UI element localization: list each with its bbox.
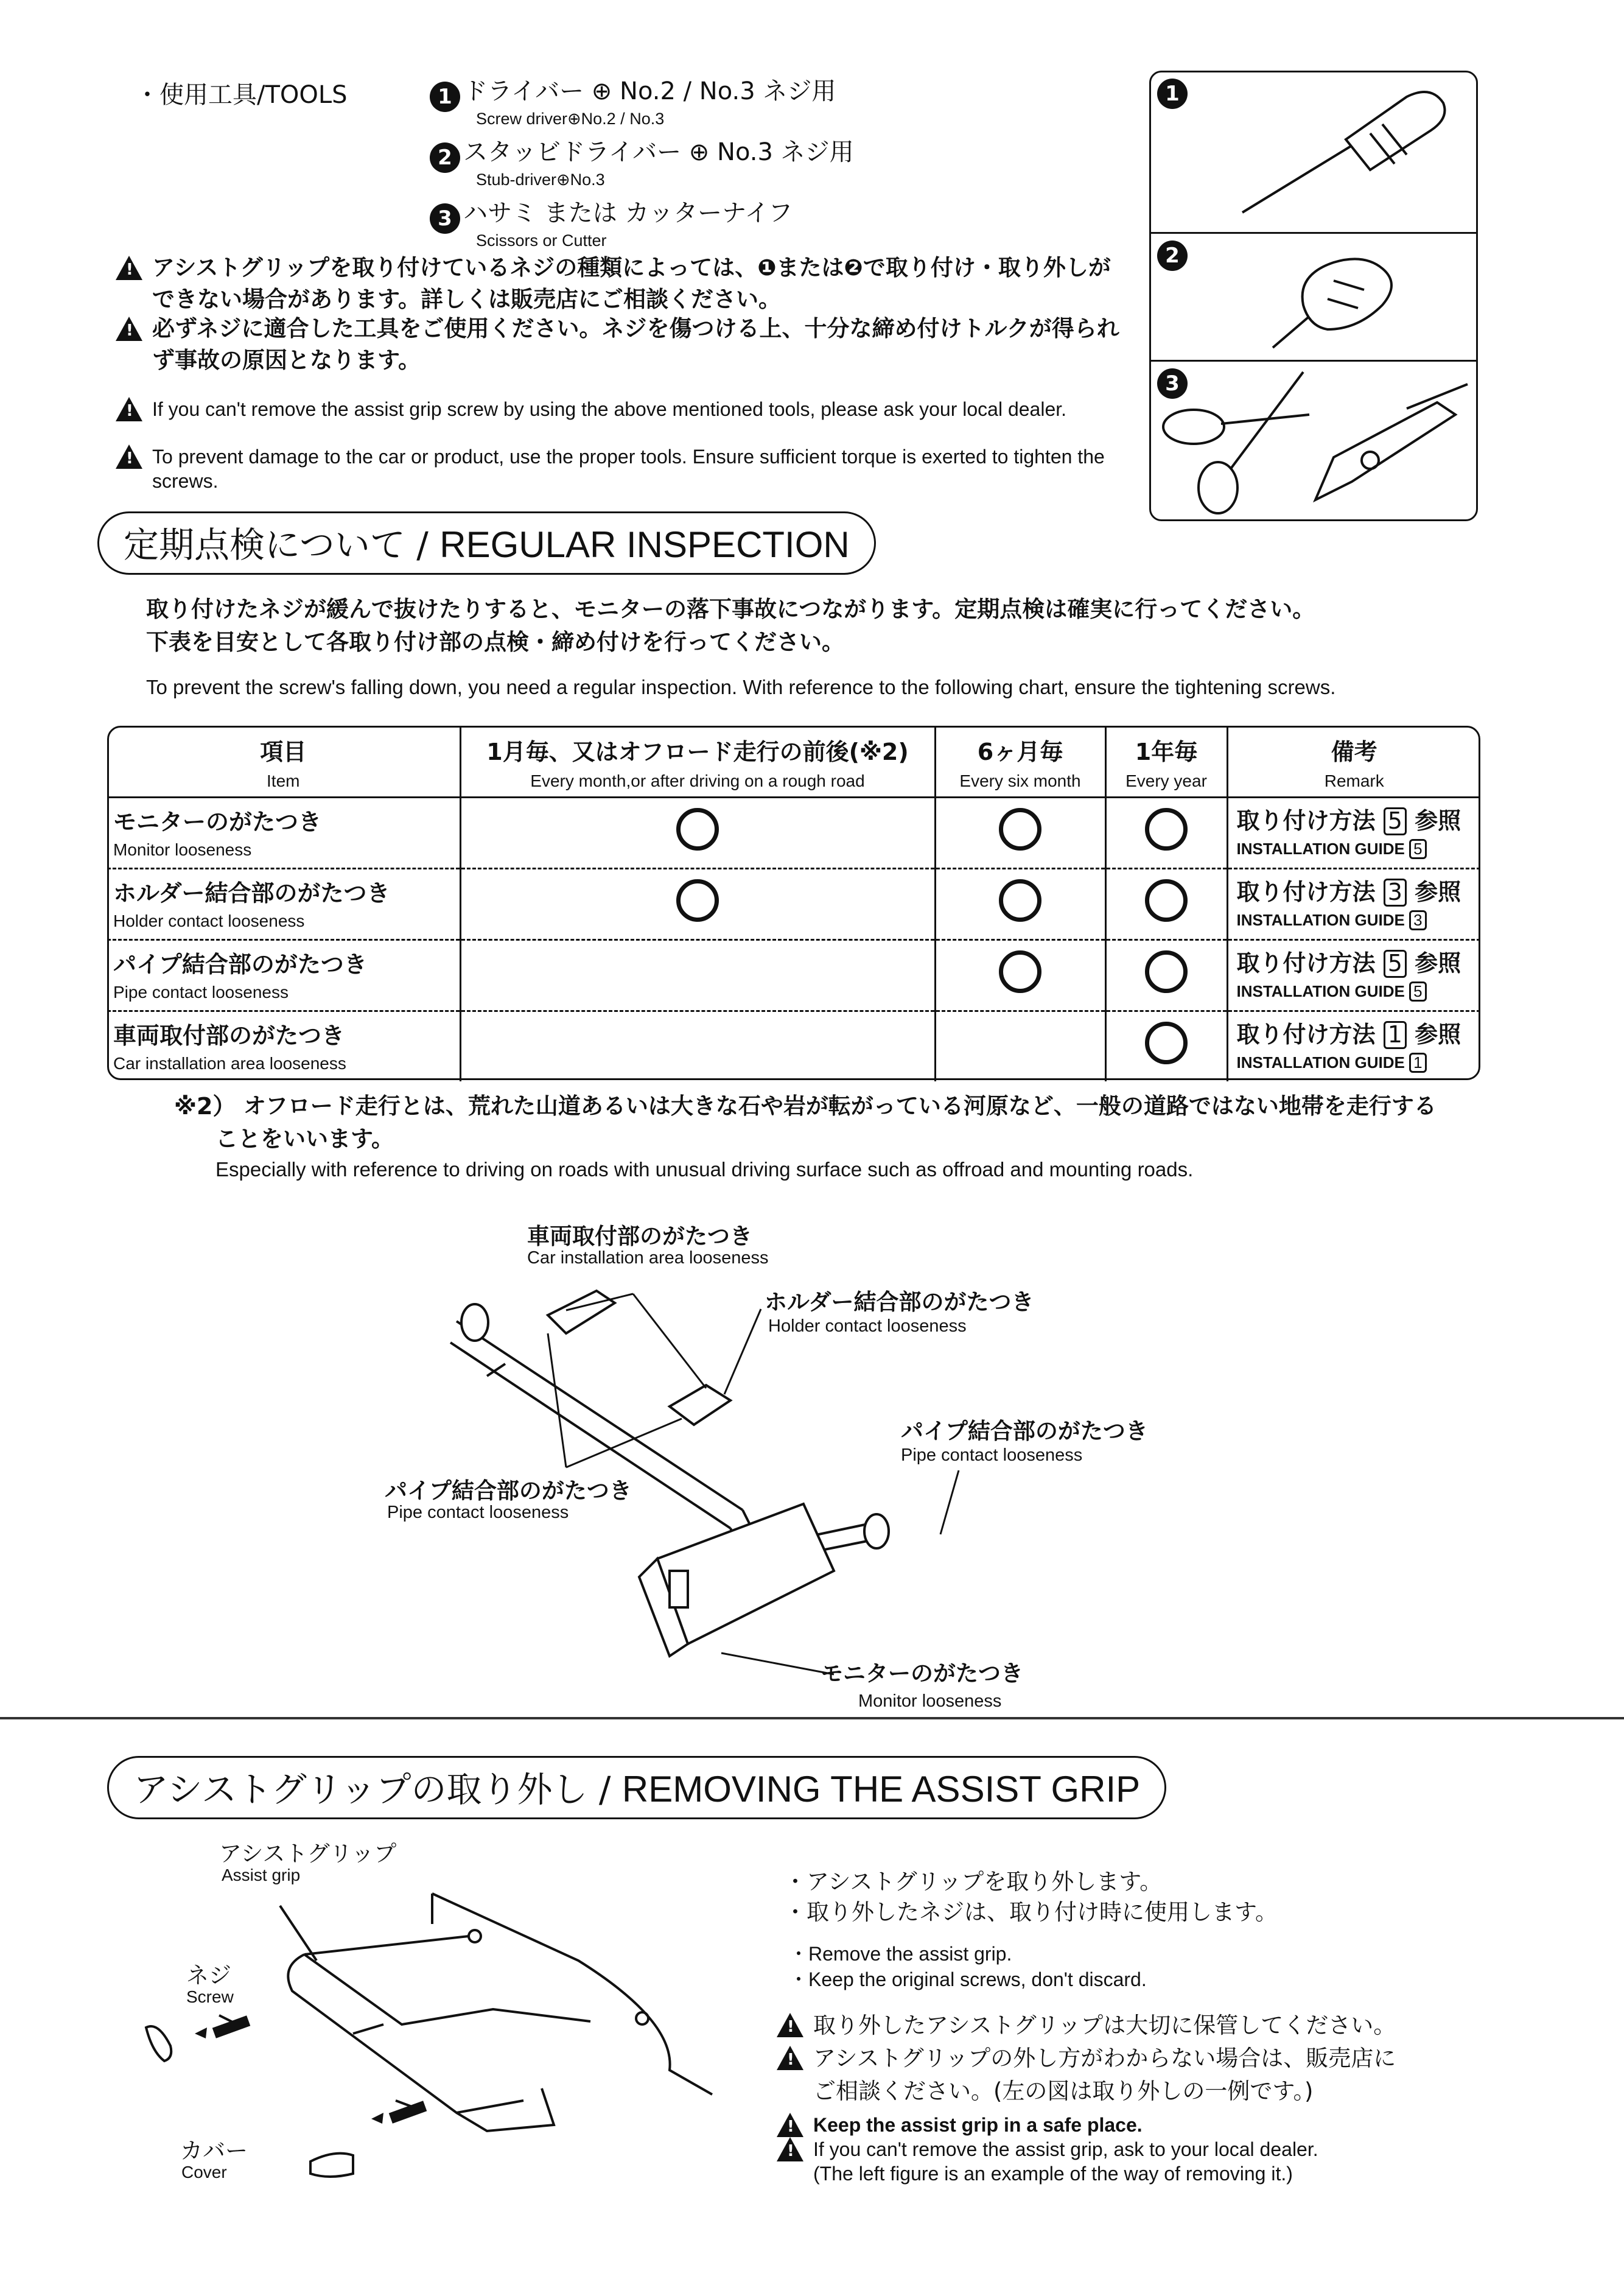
remove-step-jp-1: ・アシストグリップを取り外します。	[784, 1869, 1163, 1895]
tools-warning-jp-2: ! 必ずネジに適合した工具をご使用ください。ネジを傷つける上、十分な締め付けトルクが得られず事故の原因となります。	[116, 313, 1120, 376]
tools-warning-jp-1: ! アシストグリップを取り付けているネジの種類によっては、❶または❷で取り付け・取り外しができない場合があります。詳しくは販売店にご相談ください。	[116, 252, 1120, 315]
check-circle-icon	[1145, 950, 1188, 993]
row-item-jp: 車両取付部のがたつき	[113, 1022, 345, 1049]
label-monitor-jp: モニターのがたつき	[821, 1660, 1023, 1687]
check-circle-icon	[999, 808, 1041, 851]
section-title-jp: 定期点検について /	[124, 524, 440, 566]
row-item-en: Holder contact looseness	[113, 911, 305, 930]
label-monitor-en: Monitor looseness	[858, 1691, 1002, 1711]
number-badge-icon: 2	[1157, 240, 1188, 271]
tool-jp: ドライバー ⊕ No.2 / No.3 ネジ用	[463, 77, 836, 105]
check-circle-icon	[999, 950, 1041, 993]
warning-icon	[777, 2137, 803, 2161]
guide-number-badge: 3	[1409, 910, 1426, 930]
tools-warning-en-2: ! To prevent damage to the car or product, use the proper tools. Ensure sufficient torque is exerted to tighten the screws.	[116, 444, 1138, 493]
remove-step-en-2: ・Keep the original screws, don't discard.	[789, 1968, 1147, 1990]
note-marker: ※2）	[174, 1093, 236, 1120]
label-pipe-left-jp: パイプ結合部のがたつき	[385, 1478, 632, 1504]
check-circle-icon	[999, 879, 1041, 922]
table-row: パイプ結合部のがたつき Pipe contact looseness 取り付け方法 5 参照 INSTALLATION GUIDE 5	[107, 940, 1480, 1011]
warning-icon	[777, 2013, 803, 2037]
inspection-cell	[935, 940, 1105, 1011]
section-title-removing	[107, 1756, 1166, 1819]
tool-jp: スタッビドライバー ⊕ No.3 ネジ用	[463, 138, 854, 166]
screwdriver-icon	[1151, 72, 1478, 232]
guide-number-badge: 1	[1409, 1053, 1426, 1073]
check-circle-icon	[676, 879, 719, 922]
header-item: 項目 Item	[107, 726, 460, 798]
label-screw-en: Screw	[186, 1987, 234, 2006]
tools-heading: ・使用工具/TOOLS	[135, 81, 348, 109]
remove-step-en-1: ・Remove the assist grip.	[789, 1943, 1012, 1965]
guide-number-badge: 5	[1384, 950, 1407, 978]
label-car-jp: 車両取付部のがたつき	[527, 1223, 752, 1249]
inspection-intro-en: To prevent the screw's falling down, you need a regular inspection. With reference to the following chart, ensure the tightening screws.	[146, 676, 1336, 698]
label-cover-en: Cover	[181, 2163, 227, 2182]
section-title-inspection	[97, 511, 876, 575]
warning-icon	[116, 317, 142, 341]
guide-number-badge: 5	[1384, 807, 1407, 835]
label-cover-jp: カバー	[180, 2138, 248, 2164]
inspection-table	[107, 726, 1480, 1081]
tools-warning-en-1: ! If you can't remove the assist grip screw by using the above mentioned tools, please ask your local dealer.	[116, 397, 1138, 421]
number-badge-icon: 2	[430, 142, 460, 173]
table-header-row	[107, 726, 1480, 798]
inspection-cell	[1105, 1011, 1227, 1082]
remove-warning-en: ! Keep the assist grip in a safe place. ! If you can't remove the assist grip, ask to your local dealer. (The left figure is an example of the way of removing it.)	[777, 2113, 1318, 2186]
inspection-cell	[935, 1011, 1105, 1082]
table-row: 車両取付部のがたつき Car installation area looseness 取り付け方法 1 参照 INSTALLATION GUIDE 1	[107, 1011, 1480, 1082]
note-en: Especially with reference to driving on roads with unusual driving surface such as offroad and mounting roads.	[215, 1158, 1194, 1181]
divider-line	[0, 1717, 1624, 1719]
row-item-en: Pipe contact looseness	[113, 983, 289, 1002]
tool-en: Screw driver⊕No.2 / No.3	[476, 110, 665, 128]
tool-en: Scissors or Cutter	[476, 231, 607, 250]
guide-number-badge: 5	[1409, 839, 1426, 859]
inspection-cell	[460, 1011, 935, 1082]
label-pipe-left-en: Pipe contact looseness	[387, 1503, 569, 1522]
table-row: モニターのがたつき Monitor looseness 取り付け方法 5 参照 INSTALLATION GUIDE 5	[107, 798, 1480, 869]
inspection-cell	[1105, 798, 1227, 869]
number-badge-icon: 3	[1157, 368, 1188, 399]
header-remark: 備考 Remark	[1227, 726, 1480, 798]
guide-number-badge: 3	[1384, 879, 1407, 907]
scissors-cutter-icon	[1151, 360, 1478, 521]
warning-icon	[777, 2113, 803, 2137]
label-grip-en: Assist grip	[222, 1866, 301, 1884]
label-holder-en: Holder contact looseness	[768, 1316, 967, 1336]
section-title-en: REGULAR INSPECTION	[439, 524, 850, 565]
inspection-cell	[935, 869, 1105, 940]
number-badge-icon: 1	[1157, 79, 1188, 109]
row-item-jp: パイプ結合部のがたつき	[113, 951, 367, 978]
row-item-jp: モニターのがたつき	[113, 809, 322, 835]
inspection-cell	[1105, 869, 1227, 940]
row-item-en: Car installation area looseness	[113, 1054, 346, 1073]
check-circle-icon	[1145, 808, 1188, 851]
note-jp-2: ことをいいます。	[215, 1126, 394, 1152]
tool-item-1	[430, 72, 836, 112]
section-title-en: REMOVING THE ASSIST GRIP	[621, 1769, 1141, 1810]
tool-item-2	[430, 133, 854, 173]
stub-driver-icon	[1151, 232, 1478, 360]
inspection-cell	[935, 798, 1105, 869]
header-yearly: 1年毎 Every year	[1105, 726, 1227, 798]
remove-step-jp-2: ・取り外したネジは、取り付け時に使用します。	[784, 1899, 1278, 1925]
warning-icon	[116, 444, 142, 469]
label-car-en: Car installation area looseness	[527, 1248, 769, 1268]
label-holder-jp: ホルダー結合部のがたつき	[765, 1289, 1034, 1315]
row-item-en: Monitor looseness	[113, 840, 252, 859]
table-row: ホルダー結合部のがたつき Holder contact looseness 取り付け方法 3 参照 INSTALLATION GUIDE 3	[107, 869, 1480, 940]
tool-en: Stub-driver⊕No.3	[476, 170, 605, 189]
section-title-jp: アシストグリップの取り外し /	[133, 1769, 622, 1810]
note-jp-1: オフロード走行とは、荒れた山道あるいは大きな石や岩が転がっている河原など、一般の道路ではない地帯を走行する	[243, 1093, 1437, 1119]
header-six-month: 6ヶ月毎 Every six month	[935, 726, 1105, 798]
warning-icon	[116, 397, 142, 421]
check-circle-icon	[676, 808, 719, 851]
label-grip-jp: アシストグリップ	[219, 1841, 397, 1867]
label-screw-jp: ネジ	[186, 1962, 231, 1989]
remove-warning-jp: ! 取り外したアシストグリップは大切に保管してください。 ! アシストグリップの外し方がわからない場合は、販売店に ご相談ください。(左の図は取り外しの一例です。)	[777, 2009, 1396, 2108]
inspection-cell	[460, 940, 935, 1011]
inspection-intro-jp-2: 下表を目安として各取り付け部の点検・締め付けを行ってください。	[146, 629, 844, 655]
label-pipe-right-en: Pipe contact looseness	[901, 1445, 1083, 1465]
guide-number-badge: 1	[1384, 1021, 1407, 1049]
number-badge-icon: 1	[430, 82, 460, 112]
assist-grip-diagram	[128, 1869, 737, 2210]
label-pipe-right-jp: パイプ結合部のがたつき	[901, 1418, 1148, 1444]
guide-number-badge: 5	[1409, 981, 1426, 1002]
warning-icon	[777, 2046, 803, 2070]
number-badge-icon: 3	[430, 203, 460, 234]
inspection-intro-jp-1: 取り付けたネジが緩んで抜けたりすると、モニターの落下事故につながります。定期点検は確実に行ってください。	[146, 596, 1315, 622]
warning-icon	[116, 256, 142, 280]
tools-figure	[1149, 71, 1478, 521]
tool-jp: ハサミ または カッターナイフ	[463, 199, 793, 227]
row-item-jp: ホルダー結合部のがたつき	[113, 880, 390, 907]
header-monthly: 1月毎、又はオフロード走行の前後(※2) Every month,or after driving on a rough road	[460, 726, 935, 798]
inspection-cell	[1105, 940, 1227, 1011]
check-circle-icon	[1145, 1022, 1188, 1064]
inspection-cell	[460, 798, 935, 869]
tool-item-3	[430, 194, 793, 234]
inspection-cell	[460, 869, 935, 940]
check-circle-icon	[1145, 879, 1188, 922]
